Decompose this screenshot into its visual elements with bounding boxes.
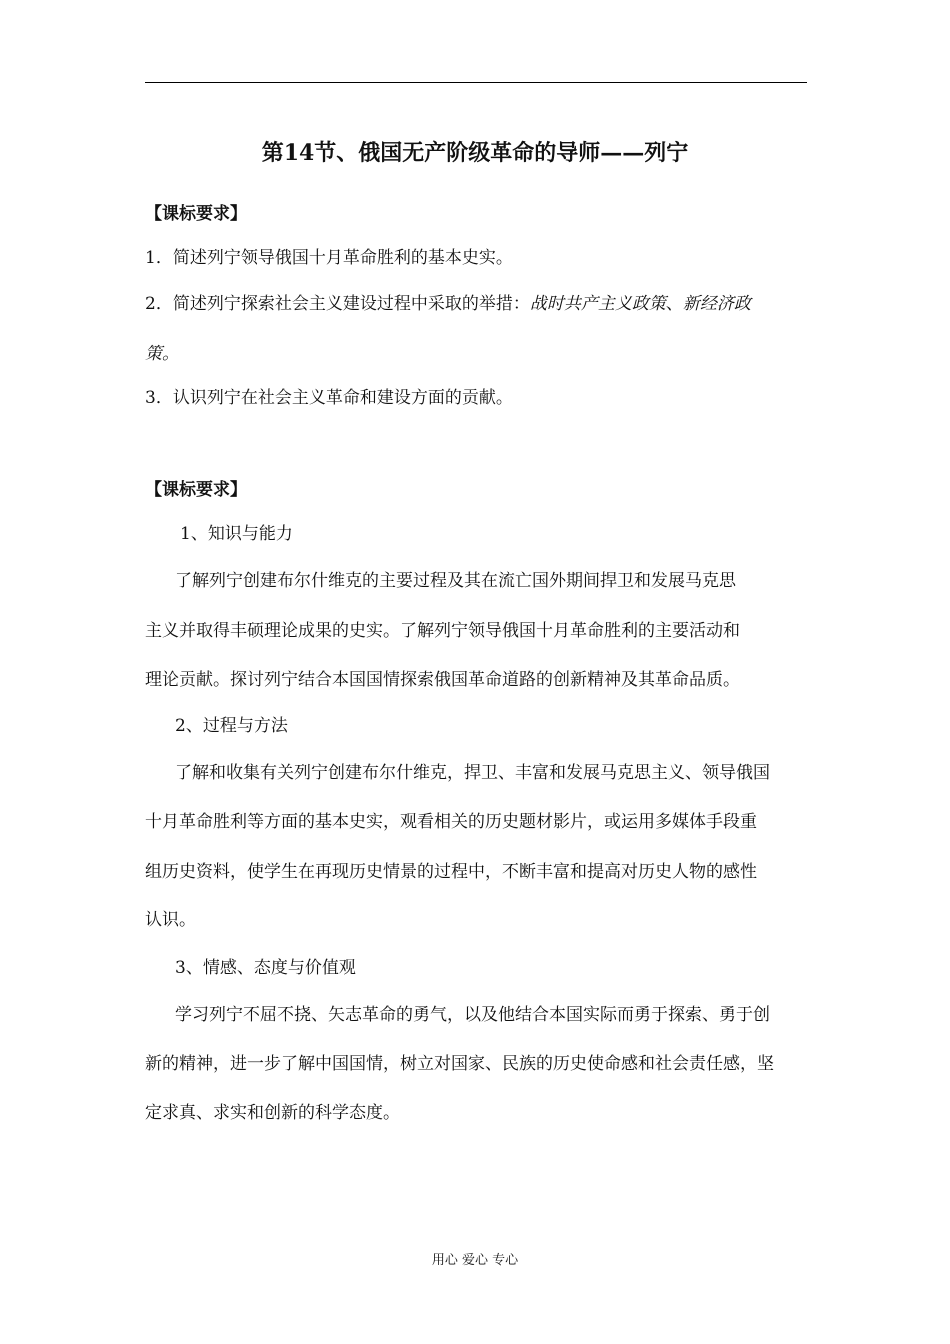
section1-item-3: 3．认识列宁在社会主义革命和建设方面的贡献。 <box>145 388 513 408</box>
paragraph-line: 认识。 <box>145 910 196 930</box>
paragraph-line: 新的精神，进一步了解中国国情，树立对国家、民族的历史使命感和社会责任感，坚 <box>145 1054 774 1074</box>
section1-heading: 【课标要求】 <box>145 204 247 224</box>
subheading-knowledge: 1、知识与能力 <box>180 524 293 544</box>
section2-heading: 【课标要求】 <box>145 480 247 500</box>
section1-item-2 <box>145 292 751 316</box>
paragraph-line: 十月革命胜利等方面的基本史实，观看相关的历史题材影片，或运用多媒体手段重 <box>145 812 757 832</box>
policy-separator: 、 <box>665 294 683 314</box>
paragraph-line: 主义并取得丰硕理论成果的史实。了解列宁领导俄国十月革命胜利的主要活动和 <box>145 621 740 641</box>
paragraph-line: 定求真、求实和创新的科学态度。 <box>145 1103 400 1123</box>
paragraph-line: 组历史资料，使学生在再现历史情景的过程中，不断丰富和提高对历史人物的感性 <box>145 862 757 882</box>
paragraph-line: 学习列宁不屈不挠、矢志革命的勇气，以及他结合本国实际而勇于探索、勇于创 <box>175 1005 770 1025</box>
page-title: 第14节、俄国无产阶级革命的导师——列宁 <box>261 140 689 166</box>
paragraph-line: 了解和收集有关列宁创建布尔什维克，捍卫、丰富和发展马克思主义、领导俄国 <box>175 763 770 783</box>
section1-item-2-cont: 策。 <box>145 344 179 364</box>
section1-item-2-text: 2．简述列宁探索社会主义建设过程中采取的举措： <box>145 294 530 314</box>
page-footer: 用心 爱心 专心 <box>431 1253 519 1268</box>
subheading-process: 2、过程与方法 <box>175 716 288 736</box>
header-rule <box>145 82 807 83</box>
policy-war-communism: 战时共产主义政策 <box>529 294 666 314</box>
policy-nep: 新经济政 <box>682 294 751 314</box>
subheading-values: 3、情感、态度与价值观 <box>175 958 356 978</box>
section1-item-1: 1．简述列宁领导俄国十月革命胜利的基本史实。 <box>145 248 513 268</box>
paragraph-line: 理论贡献。探讨列宁结合本国国情探索俄国革命道路的创新精神及其革命品质。 <box>145 670 740 690</box>
paragraph-line: 了解列宁创建布尔什维克的主要过程及其在流亡国外期间捍卫和发展马克思 <box>175 571 736 591</box>
